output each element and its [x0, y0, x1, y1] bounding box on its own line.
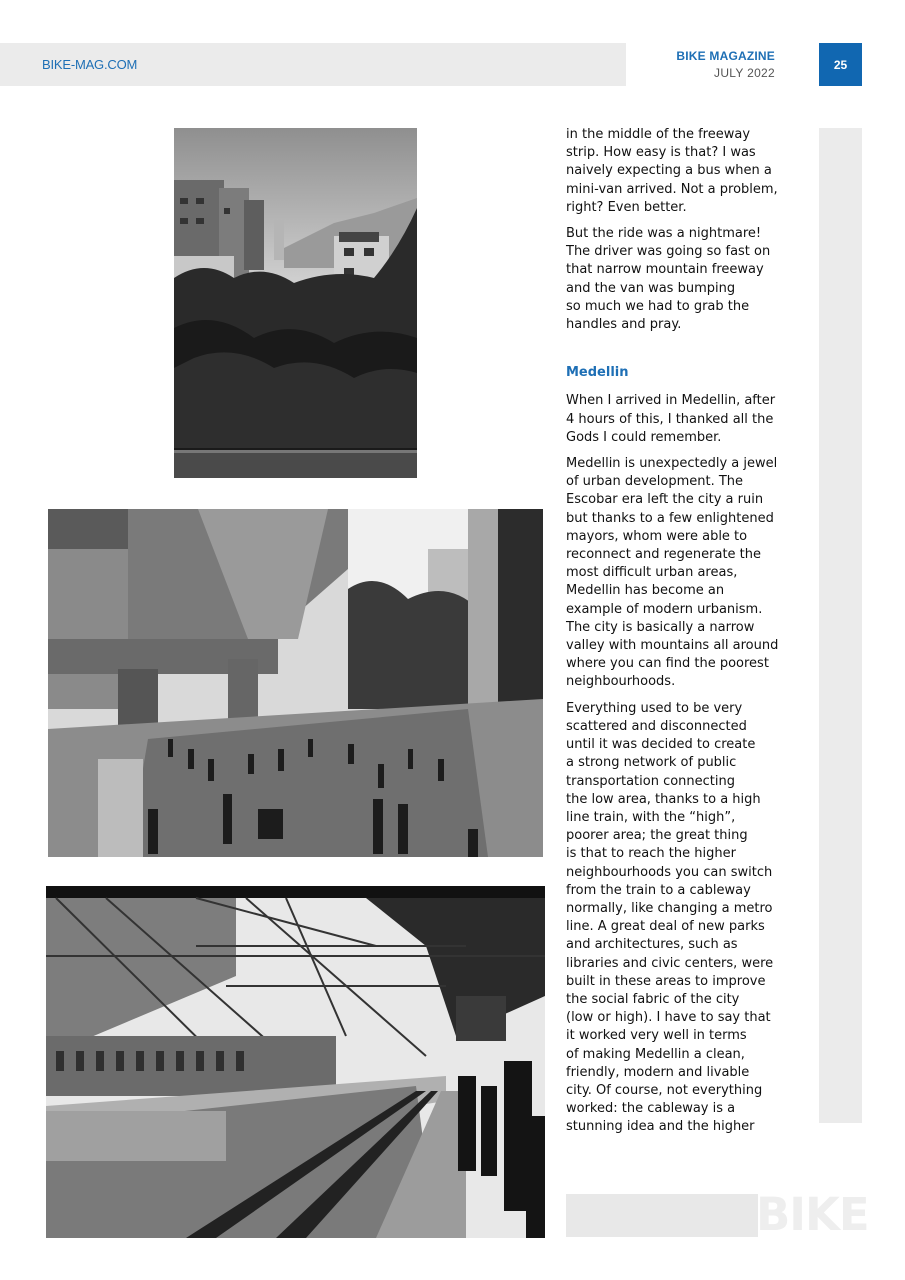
issue-date: JULY 2022 [714, 66, 775, 80]
photo-metro-station [46, 886, 545, 1238]
page-number-box [819, 43, 862, 86]
article-paragraph: Medellin is unexpectedly a jewel of urban development. The Escobar era left the city a ruin but thanks to a few enlightened mayors, whom were able to reconnect and regenerate the most difficult urban areas, Medellin has become an example of modern urbanism. The city is basically a narrow valley with mountains all around where you can find the poorest neighbourhoods. [566, 456, 779, 690]
page-number: 25 [833, 57, 848, 72]
footer-bar [566, 1194, 758, 1237]
article-paragraph: Everything used to be very scattered and disconnected until it was decided to create a strong network of public transportation connecting the low area, thanks to a high line train, with the “high”, poorer area; the great thing is that to reach the higher neighbourhoods you can switch from the train to a cableway normally, like changing a metro line. A great deal of new parks and architectures, such as libraries and civic centers, were built in these areas to improve the social fabric of the city (low or high). I have to say that it worked very well in terms of making Medellin a clean, friendly, modern and livable city. Of course, not everything worked: the cableway is a stunning idea and the higher [566, 700, 774, 1135]
photo-street-metro [48, 509, 543, 857]
section-heading: Medellin [566, 365, 629, 381]
photo-hillside [174, 128, 417, 478]
magazine-name: BIKE MAGAZINE [676, 49, 775, 63]
article-paragraph: When I arrived in Medellin, after 4 hours of this, I thanked all the Gods I could remember. [566, 393, 776, 445]
footer-logo: BIKE [756, 1188, 869, 1241]
article-paragraph: in the middle of the freeway strip. How easy is that? I was naively expecting a bus when a mini-van arrived. Not a problem, right? Even better. [566, 127, 778, 215]
side-decor-strip [819, 128, 862, 1123]
article-paragraph: But the ride was a nightmare! The driver was going so fast on that narrow mountain freeway and the van was bumping so much we had to grab the handles and pray. [566, 226, 771, 333]
site-url-link[interactable]: BIKE-MAG.COM [42, 57, 138, 72]
article-column [566, 126, 781, 1145]
